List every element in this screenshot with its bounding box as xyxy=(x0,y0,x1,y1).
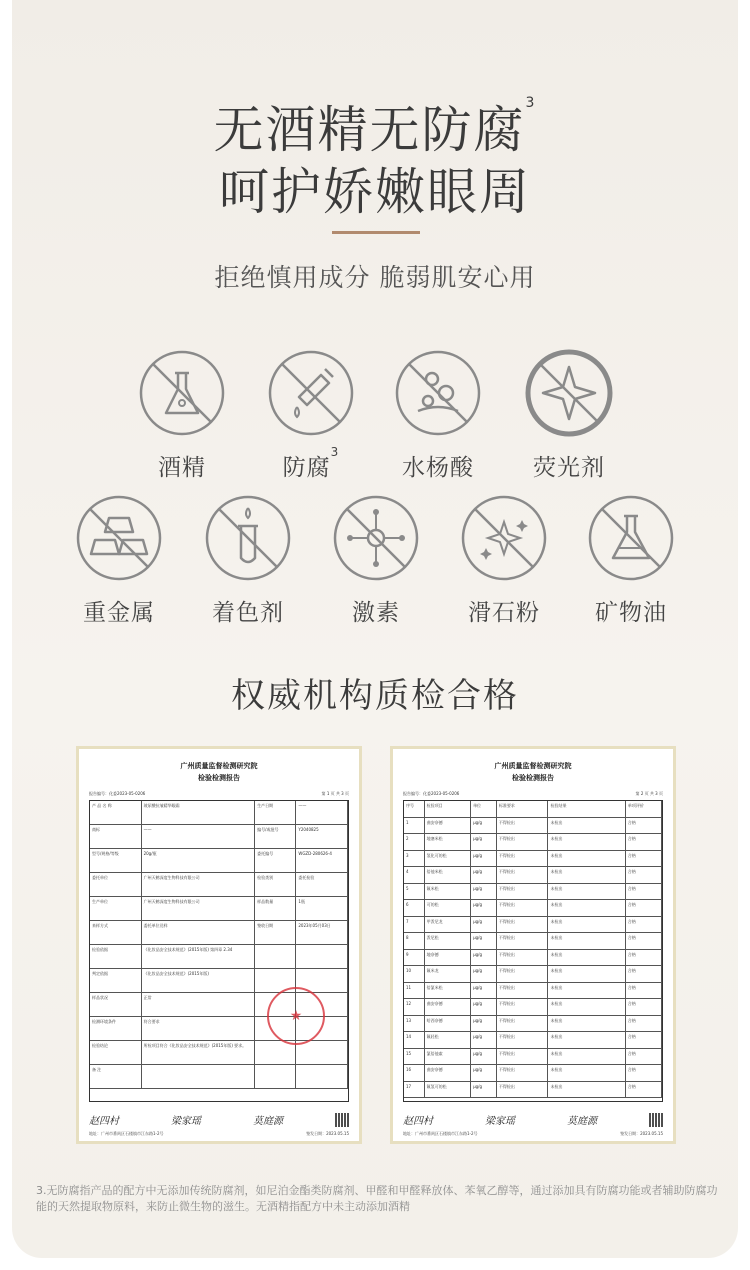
table-cell: 玻尿酸抗皱精华眼霜 xyxy=(142,801,256,824)
table-cell: 生产日期 xyxy=(255,801,296,824)
table-cell: 来样方式 xyxy=(90,921,142,944)
table-cell: 17 xyxy=(404,1082,425,1098)
table-cell: Y2040825 xyxy=(296,825,348,848)
bubbles-icon xyxy=(394,349,482,437)
qr-code xyxy=(649,1113,663,1127)
table-cell: 合格 xyxy=(626,933,662,949)
table-cell: 未检出 xyxy=(548,966,625,982)
table-cell: 4 xyxy=(404,867,425,883)
table-cell: μg/g xyxy=(471,1082,497,1098)
table-cell: 可的松 xyxy=(425,900,471,916)
table-row xyxy=(404,983,662,1000)
table-cell: 标准要求 xyxy=(497,801,549,817)
ingots-icon xyxy=(75,494,163,582)
table-cell: 未检出 xyxy=(548,818,625,834)
table-cell: 合格 xyxy=(626,1032,662,1048)
table-cell: 不得检出 xyxy=(497,884,549,900)
table-cell: 16 xyxy=(404,1065,425,1081)
table-cell: 序号 xyxy=(404,801,425,817)
table-cell: 型号/规格/等级 xyxy=(90,849,142,872)
table-cell: 未检出 xyxy=(548,884,625,900)
table-cell: 合格 xyxy=(626,818,662,834)
table-row xyxy=(404,1082,662,1099)
table-row xyxy=(404,867,662,884)
table-cell: 不得检出 xyxy=(497,851,549,867)
table-cell: 未检出 xyxy=(548,933,625,949)
report-number: 报告编号：化委2023-05-0206 xyxy=(89,791,146,796)
table-cell: 不得检出 xyxy=(497,917,549,933)
table-cell: μg/g xyxy=(471,917,497,933)
table-row xyxy=(404,818,662,835)
table-cell: 氯倍他索 xyxy=(425,1049,471,1065)
table-cell: 20g/瓶 xyxy=(142,849,256,872)
table-cell: 未检出 xyxy=(548,1016,625,1032)
table-cell xyxy=(296,945,348,968)
table-row xyxy=(404,999,662,1016)
table-cell: 不得检出 xyxy=(497,900,549,916)
table-cell: 甲泼尼龙 xyxy=(425,917,471,933)
table-cell: 氢化可的松 xyxy=(425,851,471,867)
subtitle: 拒绝慎用成分 脆弱肌安心用 xyxy=(214,263,536,292)
signature-3: 莫庭源 xyxy=(253,1116,283,1127)
table-cell: μg/g xyxy=(471,950,497,966)
table-cell: 不得检出 xyxy=(497,1032,549,1048)
table-row xyxy=(404,884,662,901)
table-cell: 倍他米松 xyxy=(425,867,471,883)
ingredient-preservative xyxy=(256,349,366,482)
table-cell: 11 xyxy=(404,983,425,999)
table-cell: 氟氢可的松 xyxy=(425,1082,471,1098)
table-cell xyxy=(255,945,296,968)
table-cell: 合格 xyxy=(626,1065,662,1081)
table-cell: 1瓶 xyxy=(296,897,348,920)
table-cell: 不得检出 xyxy=(497,834,549,850)
report-number: 报告编号：化委2023-05-0206 xyxy=(403,791,460,796)
table-cell xyxy=(255,1065,296,1088)
report-org: 广州质量监督检测研究院 xyxy=(494,762,572,770)
table-cell: 样品状况 xyxy=(90,993,142,1016)
table-cell: 未检出 xyxy=(548,999,625,1015)
table-cell: 5 xyxy=(404,884,425,900)
ingredient-label: 激素 xyxy=(352,600,400,626)
table-cell: 8 xyxy=(404,933,425,949)
table-cell: 泼尼松 xyxy=(425,933,471,949)
table-row xyxy=(404,1016,662,1033)
table-cell: 氟米松 xyxy=(425,884,471,900)
table-cell: μg/g xyxy=(471,884,497,900)
table-cell: 合格 xyxy=(626,999,662,1015)
table-cell: 合格 xyxy=(626,983,662,999)
report-footer xyxy=(89,1131,349,1137)
title-divider xyxy=(332,231,420,234)
table-cell: 样品数量 xyxy=(255,897,296,920)
table-cell: 合格 xyxy=(626,1082,662,1098)
table-cell: 合格 xyxy=(626,884,662,900)
table-cell: 倍氯米松 xyxy=(425,983,471,999)
beaker-icon xyxy=(587,494,675,582)
molecule-icon xyxy=(332,494,420,582)
table-cell: 不得检出 xyxy=(497,950,549,966)
table-row xyxy=(90,1065,348,1089)
table-cell: 委托单位送样 xyxy=(142,921,256,944)
footnote: 3.无防腐指产品的配方中无添加传统防腐剂，如尼泊金酯类防腐剂、甲醛和甲醛释放体、苯氧乙醇等，通过添加具有防腐功能或者辅助防腐功能的天然提取物原料，来防止微生物的滋生。无酒精指配方中未主动添加酒精 xyxy=(36,1184,718,1213)
table-cell: 12 xyxy=(404,999,425,1015)
table-cell: 检验项目 xyxy=(425,801,471,817)
table-cell: 产 品 名 称 xyxy=(90,801,142,824)
table-cell: 未检出 xyxy=(548,900,625,916)
table-cell xyxy=(296,1041,348,1064)
table-cell: μg/g xyxy=(471,1065,497,1081)
table-cell: 不得检出 xyxy=(497,999,549,1015)
report-date: 签发日期：2023.05.15 xyxy=(306,1131,349,1136)
table-cell: 未检出 xyxy=(548,917,625,933)
headline-line2: 呵护娇嫩眼周 xyxy=(219,163,531,221)
table-cell: —— xyxy=(296,801,348,824)
ingredient-talc xyxy=(449,494,559,627)
table-cell: 14 xyxy=(404,1032,425,1048)
table-row xyxy=(90,921,348,945)
table-row xyxy=(404,834,662,851)
qr-code xyxy=(335,1113,349,1127)
table-cell: 未检出 xyxy=(548,867,625,883)
table-cell: 不得检出 xyxy=(497,983,549,999)
ingredient-label: 酒精 xyxy=(158,455,206,481)
table-row xyxy=(90,945,348,969)
table-cell: 所检项目符合《化妆品安全技术规范》(2015年版) 要求。 xyxy=(142,1041,256,1064)
table-cell: 不得检出 xyxy=(497,1065,549,1081)
table-cell: 未检出 xyxy=(548,950,625,966)
signature-line xyxy=(89,1112,349,1127)
table-cell: 未检出 xyxy=(548,1049,625,1065)
table-row xyxy=(404,1065,662,1082)
table-row xyxy=(404,851,662,868)
table-cell: 未检出 xyxy=(548,1065,625,1081)
report-footer xyxy=(403,1131,663,1137)
table-cell: 曲安奈德 xyxy=(425,818,471,834)
report-title: 检验检测报告 xyxy=(512,774,554,782)
table-cell: μg/g xyxy=(471,983,497,999)
table-cell: 生产单位 xyxy=(90,897,142,920)
table-cell: 合格 xyxy=(626,834,662,850)
table-cell: 委托单位 xyxy=(90,873,142,896)
table-row xyxy=(90,849,348,873)
table-cell: 15 xyxy=(404,1049,425,1065)
table-cell: 地奈德 xyxy=(425,950,471,966)
dropper-icon xyxy=(267,349,355,437)
table-cell: WGZD-280626-4 xyxy=(296,849,348,872)
table-cell: 未检出 xyxy=(548,1082,625,1098)
table-row xyxy=(90,897,348,921)
table-cell: μg/g xyxy=(471,933,497,949)
signature-1: 赵四村 xyxy=(403,1116,433,1127)
table-cell: 曲安奈德 xyxy=(425,999,471,1015)
ingredient-colorant xyxy=(193,494,303,627)
table-row xyxy=(90,825,348,849)
report-address: 地址：广州市番禺区石楼镇市江东路1-2号 xyxy=(403,1131,478,1136)
table-cell: 未检出 xyxy=(548,851,625,867)
table-cell: 合格 xyxy=(626,851,662,867)
table-cell: 不得检出 xyxy=(497,933,549,949)
table-cell: 13 xyxy=(404,1016,425,1032)
table-cell: 合格 xyxy=(626,950,662,966)
table-cell: 10 xyxy=(404,966,425,982)
table-row xyxy=(404,1032,662,1049)
report-page: 第 1 页 共 3 页 xyxy=(321,791,349,796)
table-cell: 签收日期 xyxy=(255,921,296,944)
table-cell: 编号/或批号 xyxy=(255,825,296,848)
table-cell: 哈西奈德 xyxy=(425,1016,471,1032)
official-stamp: ★ xyxy=(267,987,325,1045)
table-cell: 检验结果 xyxy=(548,801,625,817)
table-cell: 委托检验 xyxy=(296,873,348,896)
signature-1: 赵四村 xyxy=(89,1116,119,1127)
ingredient-label: 着色剂 xyxy=(212,600,284,626)
signature-3: 莫庭源 xyxy=(567,1116,597,1127)
table-cell: 符合要求 xyxy=(142,1017,256,1040)
table-cell: 正常 xyxy=(142,993,256,1016)
table-cell: μg/g xyxy=(471,966,497,982)
table-cell: μg/g xyxy=(471,834,497,850)
table-cell: 不得检出 xyxy=(497,818,549,834)
table-cell: 商标 xyxy=(90,825,142,848)
ingredient-hormone xyxy=(321,494,431,627)
ingredient-label: 滑石粉 xyxy=(468,600,540,626)
report-page: 第 2 页 共 3 页 xyxy=(635,791,663,796)
ingredient-label: 矿物油 xyxy=(595,600,667,626)
test-tube-icon xyxy=(204,494,292,582)
report-address: 地址：广州市番禺区石楼镇市江东路1-2号 xyxy=(89,1131,164,1136)
table-row xyxy=(404,801,662,818)
table-cell: 合格 xyxy=(626,1016,662,1032)
table-cell: 单位 xyxy=(471,801,497,817)
table-row xyxy=(404,917,662,934)
table-cell: 3 xyxy=(404,851,425,867)
table-cell: 不得检出 xyxy=(497,1049,549,1065)
table-row xyxy=(90,801,348,825)
ingredient-label: 水杨酸 xyxy=(402,455,474,481)
table-cell: μg/g xyxy=(471,818,497,834)
table-cell: μg/g xyxy=(471,1016,497,1032)
signature-2: 梁家瑶 xyxy=(171,1116,201,1127)
signature-line xyxy=(403,1112,663,1127)
footnote-mark: 3 xyxy=(330,445,340,460)
table-cell: 不得检出 xyxy=(497,867,549,883)
ingredient-label: 重金属 xyxy=(83,600,155,626)
table-row xyxy=(404,950,662,967)
table-cell: μg/g xyxy=(471,1032,497,1048)
table-cell: 不得检出 xyxy=(497,966,549,982)
report-title: 检验检测报告 xyxy=(198,774,240,782)
table-cell: 6 xyxy=(404,900,425,916)
flask-icon xyxy=(138,349,226,437)
table-cell: 1 xyxy=(404,818,425,834)
report-date: 签发日期：2023.05.15 xyxy=(620,1131,663,1136)
certification-title: 权威机构质检合格 xyxy=(231,676,519,716)
table-cell: 地塞米松 xyxy=(425,834,471,850)
ingredient-mineral-oil xyxy=(576,494,686,627)
table-row xyxy=(404,966,662,983)
table-cell: 9 xyxy=(404,950,425,966)
table-cell: 合格 xyxy=(626,966,662,982)
ingredient-label: 防腐 xyxy=(282,455,331,481)
table-cell: 单项评价 xyxy=(626,801,662,817)
headline-line1: 无酒精无防腐$^3$ xyxy=(213,95,537,159)
ingredient-label: 荧光剂 xyxy=(533,455,605,481)
table-cell: 合格 xyxy=(626,867,662,883)
table-cell: 判定依据 xyxy=(90,969,142,992)
table-row xyxy=(90,873,348,897)
powder-icon xyxy=(460,494,548,582)
table-cell: 备 注 xyxy=(90,1065,142,1088)
table-cell: 《化妆品安全技术规范》(2015年版) xyxy=(142,969,256,992)
table-cell: μg/g xyxy=(471,851,497,867)
table-cell: 2023年05月03日 xyxy=(296,921,348,944)
table-cell: 检验结论 xyxy=(90,1041,142,1064)
table-cell: μg/g xyxy=(471,1049,497,1065)
table-cell: 氟轻松 xyxy=(425,1032,471,1048)
table-cell: 未检出 xyxy=(548,834,625,850)
table-cell: 不得检出 xyxy=(497,1016,549,1032)
table-cell xyxy=(296,1065,348,1088)
table-cell: μg/g xyxy=(471,867,497,883)
ingredient-salicylic-acid xyxy=(383,349,493,482)
table-row xyxy=(404,1049,662,1066)
table-cell: 7 xyxy=(404,917,425,933)
ingredient-heavy-metal xyxy=(64,494,174,627)
table-cell: 合格 xyxy=(626,1049,662,1065)
table-row xyxy=(404,900,662,917)
table-cell: 委托编号 xyxy=(255,849,296,872)
ingredient-alcohol xyxy=(127,349,237,482)
table-cell: 未检出 xyxy=(548,983,625,999)
table-cell: 合格 xyxy=(626,917,662,933)
report-table xyxy=(89,800,349,1102)
test-report-page-2 xyxy=(390,746,676,1144)
table-cell: 2 xyxy=(404,834,425,850)
sparkle-icon xyxy=(525,349,613,437)
report-meta xyxy=(403,791,663,797)
table-cell: μg/g xyxy=(471,999,497,1015)
report-org: 广州质量监督检测研究院 xyxy=(180,762,258,770)
table-cell: 未检出 xyxy=(548,1032,625,1048)
test-report-page-1 xyxy=(76,746,362,1144)
report-meta xyxy=(89,791,349,797)
table-row xyxy=(404,933,662,950)
table-cell: 检测环境条件 xyxy=(90,1017,142,1040)
table-cell: 氟米龙 xyxy=(425,966,471,982)
table-cell: μg/g xyxy=(471,900,497,916)
table-cell xyxy=(142,1065,256,1088)
table-row xyxy=(90,1041,348,1065)
table-cell: 广州天鹤深度生物科技有限公司 xyxy=(142,873,256,896)
table-cell: 曲安奈德 xyxy=(425,1065,471,1081)
table-cell: 检验类别 xyxy=(255,873,296,896)
table-cell: 检验依据 xyxy=(90,945,142,968)
table-cell: —— xyxy=(142,825,256,848)
table-cell: 《化妆品安全技术规范》(2015年版) 第四章 2.34 xyxy=(142,945,256,968)
signature-2: 梁家瑶 xyxy=(485,1116,515,1127)
report-table xyxy=(403,800,663,1102)
table-cell: 合格 xyxy=(626,900,662,916)
ingredient-fluorescent xyxy=(514,349,624,482)
table-cell: 广州天鹤深度生物科技有限公司 xyxy=(142,897,256,920)
table-cell: 不得检出 xyxy=(497,1082,549,1098)
